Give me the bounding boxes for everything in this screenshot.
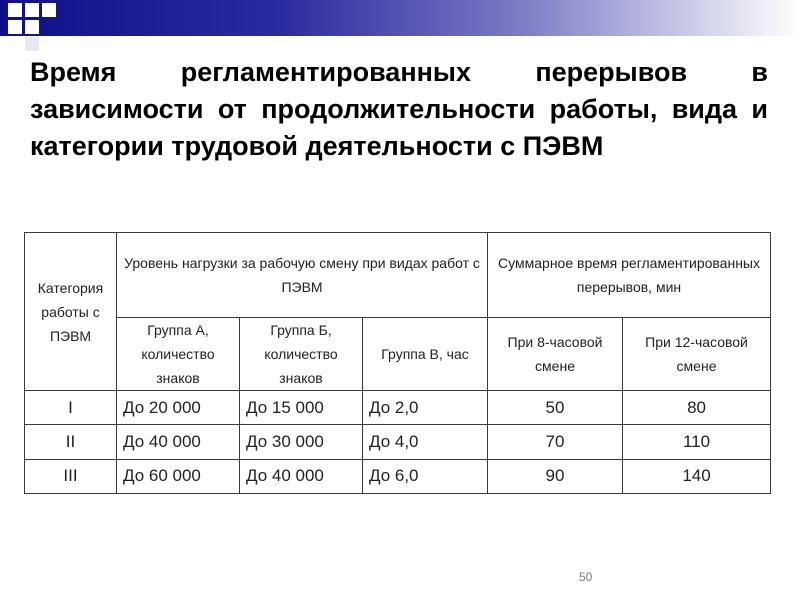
cell-group-a: До 40 000 — [117, 425, 240, 459]
decor-square — [42, 3, 56, 17]
cell-group-b: До 40 000 — [240, 459, 363, 493]
cell-category: II — [25, 425, 117, 459]
table-row — [25, 425, 771, 459]
decor-square — [8, 20, 22, 34]
cell-shift-8: 50 — [488, 391, 623, 425]
header-group-b: Группа Б, количество знаков — [240, 317, 363, 391]
cell-category: III — [25, 459, 117, 493]
cell-group-a: До 20 000 — [117, 391, 240, 425]
slide-title: Время регламентированных перерывов в зависимости от продолжительности работы, вида и категории трудовой деятельности с ПЭВМ — [30, 57, 768, 161]
cell-shift-12: 80 — [623, 391, 771, 425]
cell-group-b: До 30 000 — [240, 425, 363, 459]
slide-header-bar — [0, 0, 800, 36]
breaks-table — [24, 232, 770, 494]
cell-shift-12: 140 — [623, 459, 771, 493]
cell-category: I — [25, 391, 117, 425]
cell-group-b: До 15 000 — [240, 391, 363, 425]
page-number: 50 — [579, 570, 593, 584]
table-row — [25, 391, 771, 425]
cell-group-v: До 6,0 — [363, 459, 488, 493]
decor-square — [25, 20, 39, 34]
cell-group-a: До 60 000 — [117, 459, 240, 493]
header-total-breaks: Суммарное время регламентированных перерывов, мин — [488, 233, 771, 318]
header-category: Категория работы с ПЭВМ — [25, 233, 117, 391]
header-shift-8: При 8-часовой смене — [488, 317, 623, 391]
cell-group-v: До 4,0 — [363, 425, 488, 459]
header-shift-12: При 12-часовой смене — [623, 317, 771, 391]
header-load-level: Уровень нагрузки за рабочую смену при видах работ с ПЭВМ — [117, 233, 488, 318]
cell-group-v: До 2,0 — [363, 391, 488, 425]
header-group-v: Группа В, час — [363, 317, 488, 391]
decor-square — [25, 3, 39, 17]
header-group-a: Группа А, количество знаков — [117, 317, 240, 391]
decor-square — [8, 3, 22, 17]
cell-shift-12: 110 — [623, 425, 771, 459]
cell-shift-8: 90 — [488, 459, 623, 493]
decor-square — [25, 37, 39, 51]
table-row — [25, 459, 771, 493]
cell-shift-8: 70 — [488, 425, 623, 459]
